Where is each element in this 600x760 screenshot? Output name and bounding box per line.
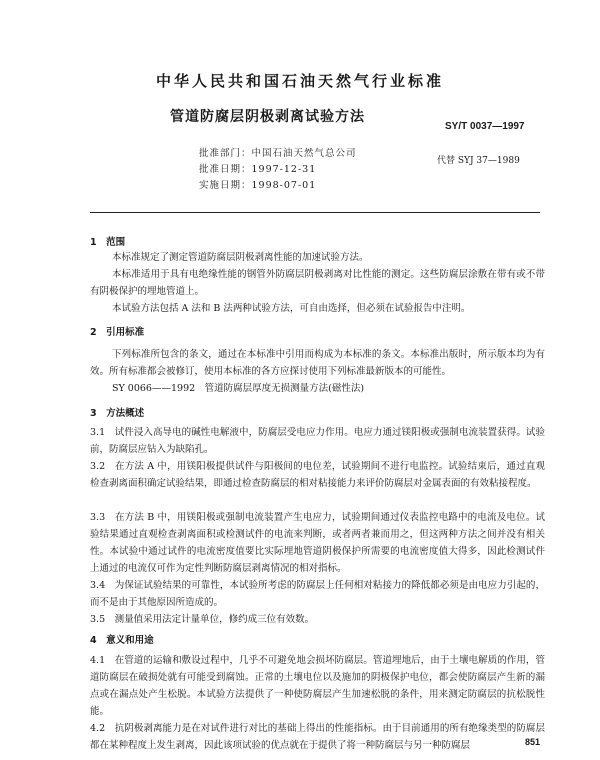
document-title: 管道防腐层阴极剥离试验方法 xyxy=(170,109,365,125)
paragraph: SY 0066——1992 管道防腐层厚度无损测量方法(磁性法) xyxy=(112,383,365,394)
paragraph: 3.1 试件浸入高导电的碱性电解液中，防腐层受电应力作用。电应力通过镁阳极或强制电流装置获得。试验前，防腐层应钻入为缺陷孔。 xyxy=(90,427,545,455)
paragraph: 本标准适用于具有电绝缘性能的钢管外防腐层阴极剥离对比性能的测定。这些防腐层涂敷在带有或不带有阴极保护的埋地管道上。 xyxy=(90,269,545,297)
replaced-standard: 代替 SYJ 37—1989 xyxy=(437,156,520,166)
paragraph: 3.5 测量值采用法定计量单位，修约成三位有效数。 xyxy=(90,614,315,625)
effective-date: 实施日期：1998-07-01 xyxy=(199,180,317,191)
paragraph: 本试验方法包括 A 法和 B 法两种试验方法，可自由选择，但必须在试验报告中注明。 xyxy=(112,303,471,314)
paragraph: 4.2 抗阴极剥离能力是在对试件进行对比的基础上得出的性能指标。由于目前通用的所有绝缘类型的防腐层都在某种程度上发生剥离，因此该项试验的优点就在于提供了将一种防腐层与另一种防腐层 xyxy=(90,723,545,751)
section-heading-references: 2 引用标准 xyxy=(90,327,145,338)
paragraph: 本标准规定了测定管道防腐层阴极剥离性能的加速试验方法。 xyxy=(112,252,369,263)
section-heading-significance: 4 意义和用途 xyxy=(90,635,154,646)
paragraph: 3.4 为保证试验结果的可靠性，本试验所考虑的防腐层上任何相对粘接力的降低都必须是由电应力引起的，而不是由于其他原因所造成的。 xyxy=(90,580,545,608)
approving-department: 批准部门：中国石油天然气总公司 xyxy=(199,148,357,159)
approval-date: 批准日期：1997-12-31 xyxy=(199,164,317,175)
paragraph: 3.3 在方法 B 中，用镁阳极或强制电流装置产生电应力，试验期间通过仪表监控电路中的电流及电位。试验结果通过直观检查剥离面积或检测试件的电流来判断，或者两者兼而用之，但这两种方法之间并没有相关性。本试验中通过试件的电流密度值要比实际埋地管道阴极保护所需要的电流密度值大得多，因此检测试件上通过的电流仅可作为定性判断防腐层剥离情况的相对指标。 xyxy=(90,512,545,574)
header-divider xyxy=(90,212,540,213)
issuing-organization: 中华人民共和国石油天然气行业标准 xyxy=(155,72,444,90)
paragraph: 4.1 在管道的运输和敷设过程中，几乎不可避免地会损坏防腐层。管道埋地后，由于土壤电解质的作用，管道防腐层在破损处就有可能受到腐蚀。正常的土壤电位以及施加的阴极保护电位，都会使防腐层产生新的漏点或在漏点处产生松脱。本试验方法提供了一种使防腐层产生加速松脱的条件，用来测定防腐层的抗松脱性能。 xyxy=(90,655,545,717)
paragraph: 3.2 在方法 A 中，用镁阳极提供试件与阳极间的电位差，试验期间不进行电监控。试验结束后，通过直观检查剥离面积确定试验结果，即通过检查防腐层的相对粘接能力来评价防腐层对金属表面的有效粘接程度。 xyxy=(90,461,545,489)
standard-number: SY/T 0037—1997 xyxy=(445,121,525,132)
page-number: 851 xyxy=(525,737,541,747)
section-heading-scope: 1 范围 xyxy=(90,237,126,248)
paragraph: 下列标准所包含的条文，通过在本标准中引用而构成为本标准的条文。本标准出版时，所示版本均为有效。所有标准都会被修订，使用本标准的各方应探讨使用下列标准最新版本的可能性。 xyxy=(90,349,545,377)
section-heading-overview: 3 方法概述 xyxy=(90,408,145,419)
